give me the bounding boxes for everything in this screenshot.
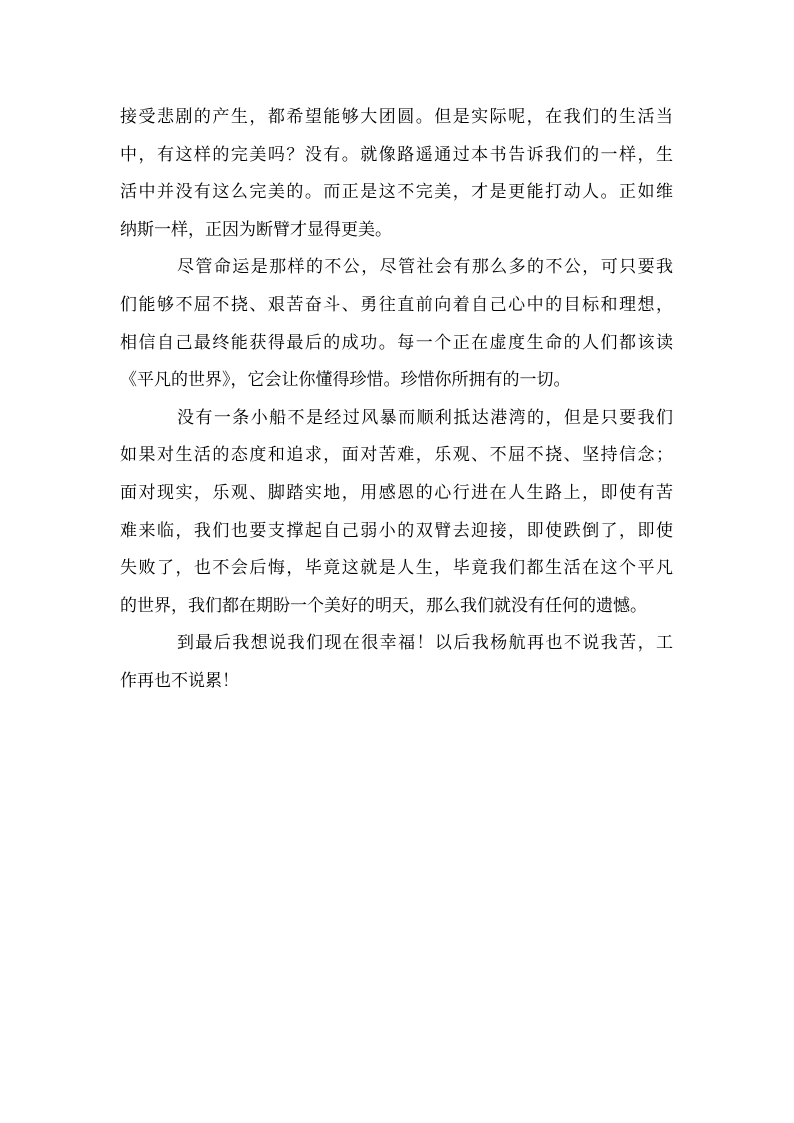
text-line: 作再也不说累！ xyxy=(120,670,239,691)
text-line: 纳斯一样，正因为断臂才显得更美。 xyxy=(120,219,392,240)
text-line: 接受悲剧的产生，都希望能够大团圆。但是实际呢，在我们的生活当 xyxy=(120,107,673,127)
text-line: 的世界，我们都在期盼一个美好的明天，那么我们就没有任何的遗憾。 xyxy=(120,595,647,616)
document-body xyxy=(120,99,673,701)
text-line: 《平凡的世界》，它会让你懂得珍惜。珍惜你所拥有的一切。 xyxy=(120,370,571,391)
text-line: 尽管命运是那样的不公，尽管社会有那么多的不公，可只要我 xyxy=(177,257,673,278)
text-line: 中，有这样的完美吗？没有。就像路遥通过本书告诉我们的一样，生 xyxy=(120,144,673,165)
paragraph-4 xyxy=(120,625,673,700)
text-line: 到最后我想说我们现在很幸福！以后我杨航再也不说我苦，工 xyxy=(177,633,673,654)
text-line: 活中并没有这么完美的。而正是这不完美，才是更能打动人。正如维 xyxy=(120,182,673,203)
text-line: 没有一条小船不是经过风暴而顺利抵达港湾的，但是只要我们 xyxy=(177,407,673,428)
text-line: 如果对生活的态度和追求，面对苦难，乐观、不屈不挠、坚持信念； xyxy=(120,445,673,466)
text-line: 难来临，我们也要支撑起自己弱小的双臂去迎接，即使跌倒了，即使 xyxy=(120,520,673,541)
paragraph-1 xyxy=(120,99,673,249)
paragraph-2 xyxy=(120,249,673,399)
text-line: 相信自己最终能获得最后的成功。每一个正在虚度生命的人们都该读 xyxy=(120,332,673,353)
text-line: 失败了，也不会后悔，毕竟这就是人生，毕竟我们都生活在这个平凡 xyxy=(120,558,673,579)
text-line: 面对现实，乐观、脚踏实地，用感恩的心行进在人生路上，即使有苦 xyxy=(120,482,673,503)
paragraph-3 xyxy=(120,400,673,626)
text-line: 们能够不屈不挠、艰苦奋斗、勇往直前向着自己心中的目标和理想， xyxy=(120,294,673,315)
